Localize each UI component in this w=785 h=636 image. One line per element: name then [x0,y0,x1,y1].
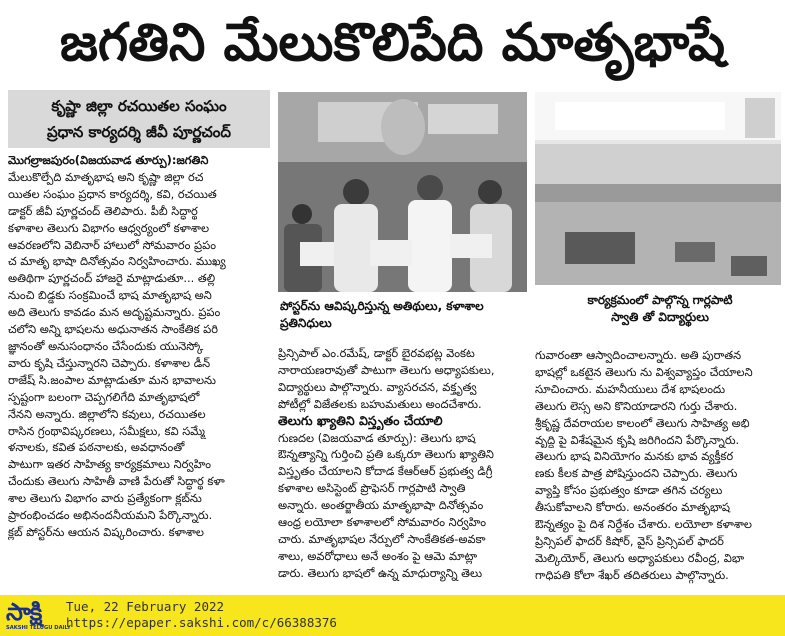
text-line: శాల తెలుగు విభాగం వారు ప్రత్యేకంగా క్లబ్‌ను [8,491,202,506]
photo-poster-launch-image [278,92,527,292]
text-line: విద్యార్థులు పాల్గొన్నారు. వ్యాసరచన, వక్తృత్వ [278,379,477,394]
text-line: మొగల్రాజపురం(విజయవాడ తూర్పు):జగతిని [8,153,209,167]
article-column-2 [278,345,527,582]
text-line: విస్తృతం చేయాలని కోదాడ కేఆర్‌ఆర్ ప్రభుత్వ డిగ్రీ [278,464,493,479]
text-line: రాసిన గ్రంథావిష్కరణలు, సమీక్షలు, కవి సమ్మే [8,423,205,438]
text-line: కళాశాల అసిస్టెంట్ ప్రొఫెసర్ గార్లపాటి స్వాతి [278,481,466,496]
text-line: తెలుగు లెస్స అని కొనియాడారని గుర్తు చేశారు. [535,398,738,413]
sakshi-logo-subtext: SAKSHI TELUGU DAILY [6,625,71,631]
caption-line: పోస్టర్‌ను ఆవిష్కరిస్తున్న అతిథులు, కళాశాల [280,299,484,313]
text-line: వృద్ధి పై విశేషమైన కృషి జరిగిందని పేర్కొన్నారు. [535,432,740,447]
text-line: చేందుకు తెలుగు సాహితీ వాణి పేరుతో సిద్ధార్థ కళా [8,474,225,489]
caption-line: ప్రతినిధులు [280,316,332,330]
subheadline-line: కృష్ణా జిల్లా రచయితల సంఘం [51,97,227,115]
text-line: ప్రిన్సిపల్ ఫాదర్ కిషోర్, వైస్ ప్రిన్సిపల్ ఫాదర్ [535,533,724,548]
subheadline-line: ప్రధాన కార్యదర్శి జీవీ పూర్ణచంద్ [46,123,231,141]
column-2-top [278,345,527,413]
text-line: నారాయణరావుతో పాటుగా తెలుగు అధ్యాపకులు, [278,362,495,377]
photo-students-group [535,92,781,285]
text-line: డాక్టర్ జీవీ పూర్ణచంద్ తెలిపారు. పీబీ సిద్ధార్థ [8,203,198,218]
caption-line: స్వాతి తో విద్యార్థులు [611,310,709,324]
text-line: గువారంతా ఆస్వాదించాలన్నారు. అతి పురాతన [535,348,742,362]
caption-line: కార్యక్రమంలో పాల్గొన్న గార్లపాటి [587,293,733,307]
text-line: జ్ఞానంతో అనుసంధానం చేసేందుకు యునెస్కో [8,338,204,353]
text-line: భాషల్లో ఒకటైన తెలుగు ను విశ్వవ్యాప్తం చేయాలని [535,364,753,379]
photo-students-group-image [535,92,781,285]
text-line: తెలుగు భాష వినియోగం మనకు భావ వ్యక్తీకర [535,449,734,464]
text-line: అతిథిగా పూర్ణచంద్ హాజరై మాట్లాడుతూ... తల్లి [8,271,216,286]
footer-bar [0,595,785,636]
text-line: కళాశాల తెలుగు విభాగం ఆధ్వర్యంలో కళాశాల [8,220,210,235]
text-line: ప్రిన్సిపాల్ ఎం.రమేష్, డాక్టర్ బైరవభట్ల వెంకట [278,346,475,360]
text-line: ణకు కీలక పాత్ర పోషిస్తుందని చెప్పారు. తెలుగు [535,466,738,481]
text-line: ఔన్నత్యం పై దిశ నిర్దేశం చేశారు. లయోలా కళాశాల [535,517,752,532]
sakshi-logo [6,598,71,633]
text-line: నుంచి బిడ్డకు సంక్రమించే భాష మాతృభాష అని [8,288,212,303]
text-line: అది తెలుగు కావడం మన అదృష్టమన్నారు. ప్రపం [8,305,221,320]
text-line: ళనాలకు, కవిత పఠనాలకు, అవధానంతో [8,440,185,455]
article-column-1 [8,152,270,541]
sub-heading: తెలుగు ఖ్యాతిని విస్తృతం చేయాలి [278,412,443,428]
photo-caption-2 [540,292,780,326]
text-line: అన్నారు. అంతర్జాతీయ మాతృభాషా దినోత్సవం [278,498,484,513]
text-line: చ మాతృ భాషా దినోత్సవం నిర్వహించారు. ముఖ్య [8,254,226,269]
text-line: ప్రారంభించడం అభినందనీయమని పేర్కొన్నారు. [8,508,213,523]
footer-url[interactable]: https://epaper.sakshi.com/c/66388376 [66,615,337,630]
photo-caption-1 [280,298,525,332]
text-line: మేలుకొల్పేది మాతృభాష అని కృష్ణా జిల్లా రచ [8,169,204,184]
text-line: వారు కృషి చేస్తున్నారని చెప్పారు. కళాశాల డీన్ [8,355,211,370]
text-line: రాజేష్ సి.జంపాల మాట్లాడుతూ మన భావాలను [8,372,216,387]
headline: జగతిని మేలుకొలిపేది మాతృభాషే [59,13,726,73]
text-line: తీసుకోవాలని కోరారు. అనంతరం మాతృభాష [535,500,730,515]
text-line: పోటీల్లో విజేతలకు బహుమతులు అందచేశారు. [278,396,482,411]
text-line: చలోని అన్ని భాషలను అధునాతన సాంకేతిక పరి [8,322,219,337]
article-column-3 [535,347,783,584]
text-line: శ్రీకృష్ణ దేవరాయల కాలంలో తెలుగు సాహిత్య అభి [535,415,750,430]
text-line: నేనని అన్నారు. జిల్లాలోని కవులు, రచయితల [8,406,206,421]
text-line: ఔన్నత్యాన్ని గుర్తించి ప్రతి ఒక్కరూ తెలుగు ఖ్యాతిని [278,447,494,462]
text-line: డారు. తెలుగు భాషలో ఉన్న మాధుర్యాన్ని తెలు [278,565,483,580]
column-2-bottom [278,430,527,582]
text-line: శాలు, అవరోధాలు అనే అంశం పై ఆమె మాట్లా [278,548,478,563]
text-line: పాటుగా ఇతర సాహిత్య కార్యక్రమాలు నిర్వహిం [8,457,211,472]
text-line: క్లబ్ పోస్టర్‌ను ఆయన విష్కరించారు. కళాశాల [8,524,205,539]
subheadline-box [8,90,270,148]
text-line: యితల సంఘం ప్రధాన కార్యదర్శి, కవి, రచయిత [8,186,217,201]
photo-poster-launch [278,92,527,292]
text-line: ఆవరణలోని వెబినార్ హాలులో సోమవారం ప్రపం [8,237,216,252]
text-line: ఆంధ్ర లయోలా కళాశాలలో సోమవారం నిర్వహిం [278,515,486,530]
text-line: వ్యాప్తి కోసం ప్రభుత్వం కూడా తగిన చర్యలు [535,483,723,498]
text-line: గాధిపతి కోలా శేఖర్ తదితరులు పాల్గొన్నారు. [535,567,729,582]
text-line: చారు. మాతృభాషల నేర్పులో సాంకేతికత-అవకా [278,531,486,546]
footer-date: Tue, 22 February 2022 [66,599,225,614]
footer-info [66,599,337,631]
sakshi-logo-text: సాక్షి [6,598,42,626]
text-line: స్పష్టంగా బలంగా చెప్పగలిగేది మాతృభాషలో [8,389,200,404]
text-line: గుణదల (విజయవాడ తూర్పు): తెలుగు భాష [278,430,476,445]
text-line: సూచించారు. మహనీయులు దేశ భాషలందు [535,381,726,396]
text-line: మెల్కియోర్, తెలుగు అధ్యాపకులు రవీంద్ర, విభా [535,550,745,565]
